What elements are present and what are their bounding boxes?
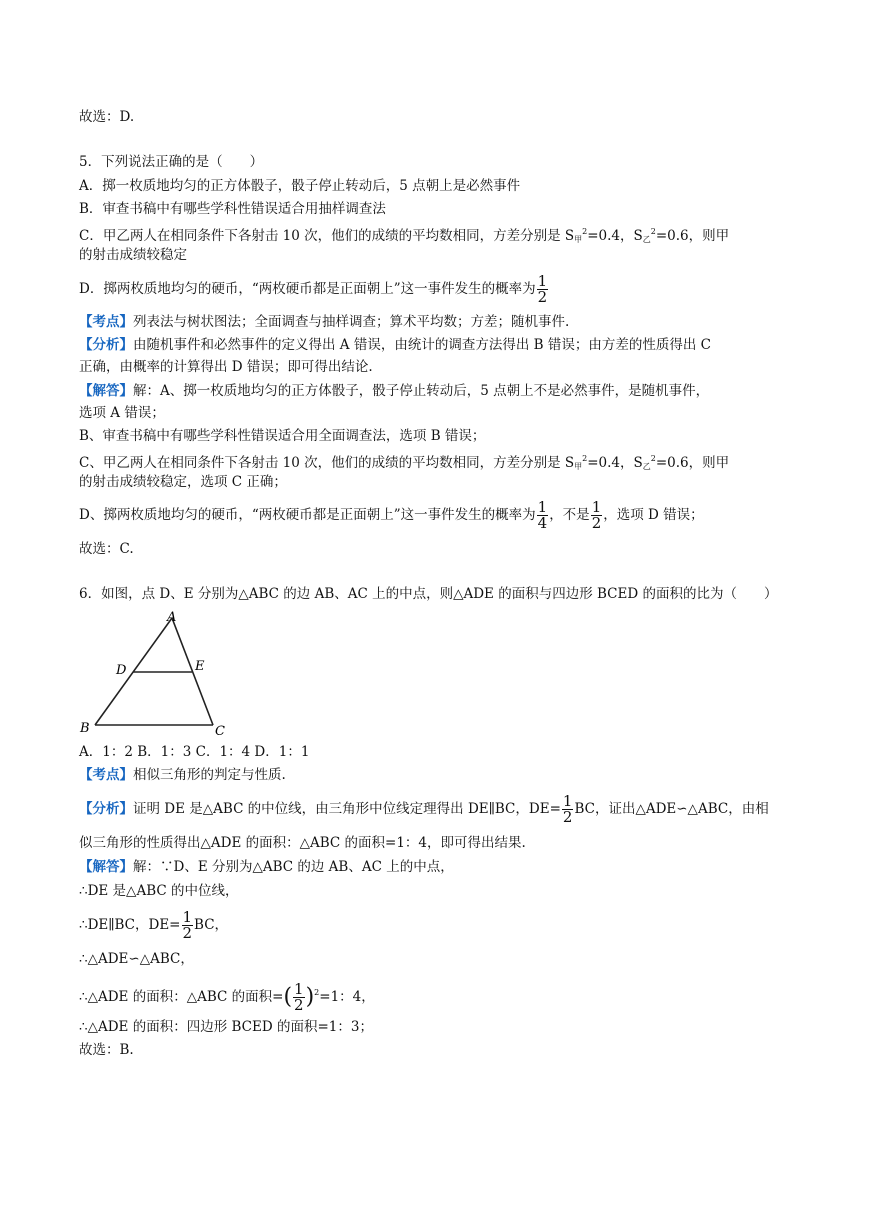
triangle-figure (77, 608, 237, 738)
label-e: E (195, 659, 205, 674)
fenxi-text: 由随机事件和必然事件的定义得出 A 错误，由统计的调查方法得出 B 错误；由方差的性质得出 C (133, 337, 711, 353)
superscript: 2 (650, 454, 656, 463)
right-paren: ) (305, 984, 315, 1010)
label-c: C (215, 724, 225, 738)
jieda-tag: 【解答】 (79, 383, 133, 399)
text: =0.4，S (587, 455, 643, 471)
fraction (537, 500, 549, 531)
q6-stem: 6．如图，点 D、E 分别为△ABC 的边 AB、AC 上的中点，则△ADE 的面积与四边形 BCED 的面积的比为（ ） (79, 586, 778, 602)
q5-option-d (79, 272, 549, 306)
superscript: 2 (314, 988, 320, 997)
kaodian-tag: 【考点】 (79, 314, 133, 330)
text: =0.6，则甲 (655, 228, 730, 244)
q6-jieda-line4: ∴△ADE∽△ABC， (79, 951, 194, 967)
numerator: 1 (182, 908, 193, 926)
q5-jieda-line1 (79, 381, 709, 401)
q5-answer: 故选：C. (79, 541, 134, 557)
denominator: 4 (537, 514, 548, 532)
q6-answer: 故选：B. (79, 1042, 134, 1058)
q5-option-b: B．审查书稿中有哪些学科性错误适合用抽样调查法 (79, 201, 386, 217)
q5-jieda-line2: 选项 A 错误； (79, 405, 165, 421)
subscript: 乙 (642, 235, 651, 244)
jieda-text: 解：A、掷一枚质地均匀的正方体骰子，骰子停止转动后，5 点朝上不是必然事件，是随机事件， (133, 383, 710, 399)
q6-jieda-line1 (79, 857, 454, 877)
q5-jieda-line6 (79, 498, 704, 532)
subscript: 甲 (574, 235, 583, 244)
text: C、甲乙两人在相同条件下各射击 10 次，他们的成绩的平均数相同，方差分别是 S (79, 455, 575, 471)
text: D、掷两枚质地均匀的硬币，“两枚硬币都是正面朝上”这一事件发生的概率为 (79, 507, 536, 523)
q5-fenxi-line2: 正确，由概率的计算得出 D 错误；即可得出结论. (79, 359, 373, 375)
q5-stem: 5．下列说法正确的是（ ） (79, 154, 264, 170)
q6-fenxi-line2: 似三角形的性质得出△ADE 的面积：△ABC 的面积=1：4，即可得出结果. (79, 835, 526, 851)
q5-option-c-line2: 的射击成绩较稳定 (79, 247, 187, 263)
q5-jieda-line3: B、审查书稿中有哪些学科性错误适合用全面调查法，选项 B 错误； (79, 428, 486, 444)
left-paren: ( (283, 984, 293, 1010)
kaodian-text: 列表法与树状图法；全面调查与抽样调查；算术平均数；方差；随机事件. (133, 314, 570, 330)
superscript: 2 (582, 227, 588, 236)
text: D．掷两枚质地均匀的硬币，“两枚硬币都是正面朝上”这一事件发生的概率为 (79, 281, 536, 297)
text: ，不是 (549, 507, 590, 523)
q6-jieda-line3 (79, 908, 228, 942)
q6-kaodian (79, 765, 286, 785)
superscript: 2 (650, 227, 656, 236)
text: BC， (194, 917, 229, 933)
q5-option-a: A．掷一枚质地均匀的正方体骰子，骰子停止转动后，5 点朝上是必然事件 (79, 178, 521, 194)
text: =0.4，S (587, 228, 643, 244)
denominator: 2 (182, 924, 193, 942)
text: ，选项 D 错误； (603, 507, 704, 523)
q6-jieda-line6: ∴△ADE 的面积：四边形 BCED 的面积=1：3； (79, 1019, 373, 1035)
q5-jieda-line5: 的射击成绩较稳定，选项 C 正确； (79, 474, 287, 490)
answer-line: 故选：D. (79, 109, 135, 125)
numerator: 1 (562, 792, 573, 810)
q5-fenxi-line1 (79, 335, 711, 355)
jieda-tag: 【解答】 (79, 859, 133, 875)
q5-kaodian (79, 312, 569, 332)
text: BC，证出△ADE∽△ABC，由相 (574, 801, 769, 817)
label-b: B (80, 721, 90, 736)
fraction (591, 500, 603, 531)
numerator: 1 (591, 498, 602, 516)
denominator: 2 (537, 288, 548, 306)
fraction (182, 910, 194, 941)
text: ∴DE∥BC，DE= (79, 917, 181, 933)
q6-jieda-line2: ∴DE 是△ABC 的中位线， (79, 883, 239, 899)
fraction (537, 274, 549, 305)
fenxi-tag: 【分析】 (79, 801, 133, 817)
numerator: 1 (537, 272, 548, 290)
q6-options: A．1：2 B．1：3 C．1：4 D．1：1 (79, 744, 310, 760)
label-d: D (116, 663, 127, 678)
denominator: 2 (562, 808, 573, 826)
text: 证明 DE 是△ABC 的中位线，由三角形中位线定理得出 DE∥BC，DE= (133, 801, 561, 817)
kaodian-tag: 【考点】 (79, 767, 133, 783)
text: =0.6，则甲 (655, 455, 730, 471)
q6-fenxi-line1 (79, 792, 769, 826)
fraction (293, 982, 305, 1013)
text: C．甲乙两人在相同条件下各射击 10 次，他们的成绩的平均数相同，方差分别是 S (79, 228, 575, 244)
label-a: A (167, 610, 177, 625)
numerator: 1 (294, 980, 304, 998)
q6-jieda-line5 (79, 976, 375, 1015)
text: =1：4， (319, 989, 375, 1005)
numerator: 1 (537, 498, 548, 516)
jieda-text: 解：∵D、E 分别为△ABC 的边 AB、AC 上的中点， (133, 859, 454, 875)
text: ∴△ADE 的面积：△ABC 的面积= (79, 989, 284, 1005)
subscript: 乙 (642, 462, 651, 471)
denominator: 2 (591, 514, 602, 532)
subscript: 甲 (574, 462, 583, 471)
fenxi-tag: 【分析】 (79, 337, 133, 353)
denominator: 2 (294, 996, 304, 1014)
superscript: 2 (582, 454, 588, 463)
fraction (562, 794, 574, 825)
kaodian-text: 相似三角形的判定与性质. (133, 767, 286, 783)
